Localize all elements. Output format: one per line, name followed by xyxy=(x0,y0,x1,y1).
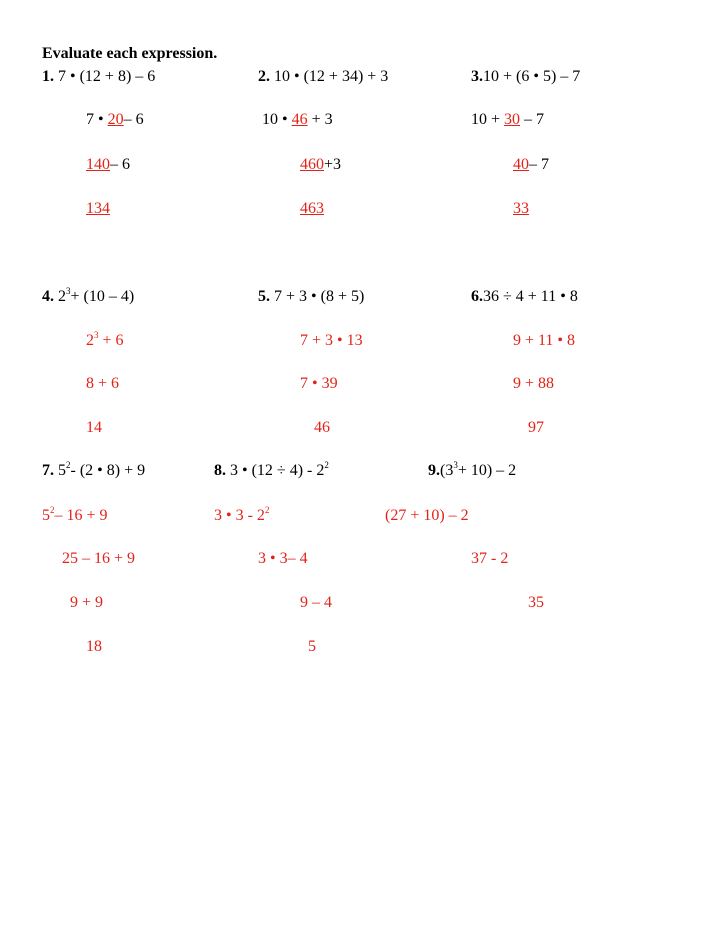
problem-7-step-3: 9 + 9 xyxy=(70,594,104,611)
problem-5: 5. 7 + 3 • (8 + 5) xyxy=(258,288,365,305)
problem-6-step-1: 9 + 11 • 8 xyxy=(513,332,576,349)
problem-2-step-1: 10 • 46 + 3 xyxy=(262,111,333,128)
problem-3: 3.10 + (6 • 5) – 7 xyxy=(471,68,581,85)
problem-2: 2. 10 • (12 + 34) + 3 xyxy=(258,68,389,85)
worksheet-heading: Evaluate each expression. xyxy=(42,45,218,62)
problem-3-step-2: 40– 7 xyxy=(513,156,549,173)
problem-4: 4. $2^3+ (10 - 4)$ xyxy=(42,286,135,305)
problem-9-answer: 35 xyxy=(528,594,544,611)
problem-7-step-2: 25 – 16 + 9 xyxy=(62,550,136,567)
problem-1-step-2: 140– 6 xyxy=(86,156,130,173)
problem-1: 1. 7 • (12 + 8) – 6 xyxy=(42,68,156,85)
problem-7: 7. $5^2-$ (2 • 8) + 9 xyxy=(42,460,146,479)
problem-3-step-1: 10 + 30 – 7 xyxy=(471,111,545,128)
problem-8-step-3: 9 – 4 xyxy=(300,594,332,611)
problem-9-step-2: 37 - 2 xyxy=(471,550,509,567)
problem-6: 6.36 ÷ 4 + 11 • 8 xyxy=(471,288,578,305)
problem-8-answer: 5 xyxy=(308,638,316,655)
problem-5-answer: 46 xyxy=(314,419,330,436)
problem-8: 8. 3 • $(12 \div 4) - 2^2$ xyxy=(214,460,329,479)
problem-9: $9.(3^3+ 10) - 2$ xyxy=(428,460,517,479)
problem-4-step-2: 8 + 6 xyxy=(86,375,120,392)
problem-7-answer: 18 xyxy=(86,638,102,655)
problem-2-answer: 463 xyxy=(300,200,324,217)
problem-4-answer: 14 xyxy=(86,419,102,436)
problem-6-step-2: 9 + 88 xyxy=(513,375,555,392)
problem-5-step-2: 7 • 39 xyxy=(300,375,338,392)
problem-1-answer: 134 xyxy=(86,200,110,217)
problem-1-step-1: 7 • 20– 6 xyxy=(86,111,144,128)
problem-8-step-2: 3 • 3– 4 xyxy=(258,550,308,567)
problem-8-step-1: 3 • $3 - 2^2$ xyxy=(214,505,270,524)
problem-4-step-1: $2^3 + 6$ xyxy=(86,330,124,349)
problem-9-step-1: (27 + 10) – 2 xyxy=(385,507,469,524)
problem-2-step-2: 460+3 xyxy=(300,156,342,173)
problem-6-answer: 97 xyxy=(528,419,544,436)
problem-7-step-1: $5^2-$ 16 + 9 xyxy=(42,505,108,524)
problem-3-answer: 33 xyxy=(513,200,529,217)
problem-5-step-1: 7 + 3 • 13 xyxy=(300,332,363,349)
